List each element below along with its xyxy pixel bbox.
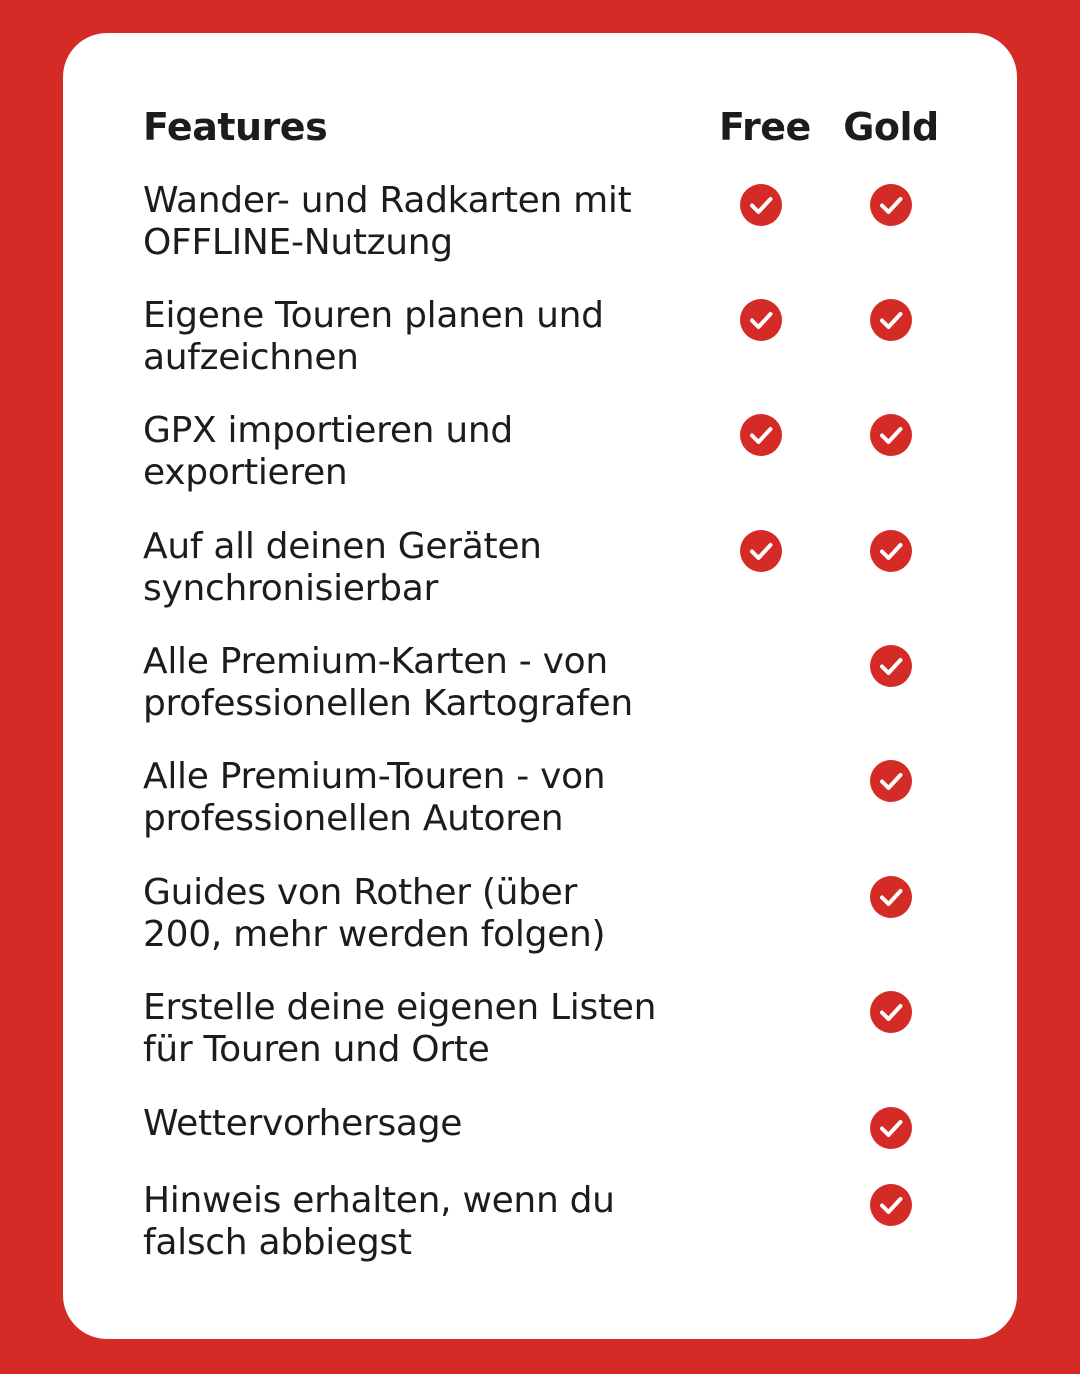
gold-check-icon <box>870 414 912 456</box>
feature-label-line2: exportieren <box>143 452 348 493</box>
gold-check-icon <box>870 645 912 687</box>
feature-label-line2: OFFLINE-Nutzung <box>143 222 453 263</box>
feature-label <box>143 872 673 956</box>
free-check-icon <box>740 184 782 226</box>
feature-label-line1: GPX importieren und <box>143 410 513 451</box>
free-check-icon <box>740 414 782 456</box>
feature-label-line1: Alle Premium-Karten - von <box>143 641 608 682</box>
feature-label-line2: für Touren und Orte <box>143 1029 490 1070</box>
feature-label <box>143 641 673 725</box>
feature-label-line1: Wander- und Radkarten mit <box>143 180 632 221</box>
feature-label <box>143 756 673 840</box>
feature-label-line1: Wettervorhersage <box>143 1103 463 1144</box>
feature-label <box>143 295 673 379</box>
gold-column-header: Gold <box>843 105 939 149</box>
feature-label-line2: falsch abbiegst <box>143 1222 412 1263</box>
feature-label <box>143 1103 673 1145</box>
feature-label-line2: 200, mehr werden folgen) <box>143 914 606 955</box>
free-check-icon <box>740 530 782 572</box>
gold-check-icon <box>870 184 912 226</box>
feature-label <box>143 410 673 494</box>
feature-label-line2: professionellen Autoren <box>143 798 564 839</box>
gold-check-icon <box>870 299 912 341</box>
feature-label-line1: Auf all deinen Geräten <box>143 526 542 567</box>
gold-check-icon <box>870 1184 912 1226</box>
feature-label-line2: aufzeichnen <box>143 337 359 378</box>
gold-check-icon <box>870 876 912 918</box>
feature-label <box>143 526 673 610</box>
feature-label <box>143 180 673 264</box>
gold-check-icon <box>870 760 912 802</box>
feature-label-line1: Erstelle deine eigenen Listen <box>143 987 657 1028</box>
free-check-icon <box>740 299 782 341</box>
features-column-header: Features <box>143 105 328 149</box>
feature-label-line2: synchronisierbar <box>143 568 438 609</box>
gold-check-icon <box>870 530 912 572</box>
feature-label <box>143 1180 673 1264</box>
feature-label-line1: Guides von Rother (über <box>143 872 578 913</box>
gold-check-icon <box>870 991 912 1033</box>
feature-label-line1: Eigene Touren planen und <box>143 295 604 336</box>
feature-label-line1: Hinweis erhalten, wenn du <box>143 1180 615 1221</box>
feature-label-line2: professionellen Kartografen <box>143 683 633 724</box>
feature-label-line1: Alle Premium-Touren - von <box>143 756 606 797</box>
feature-label <box>143 987 673 1071</box>
free-column-header: Free <box>719 105 811 149</box>
gold-check-icon <box>870 1107 912 1149</box>
